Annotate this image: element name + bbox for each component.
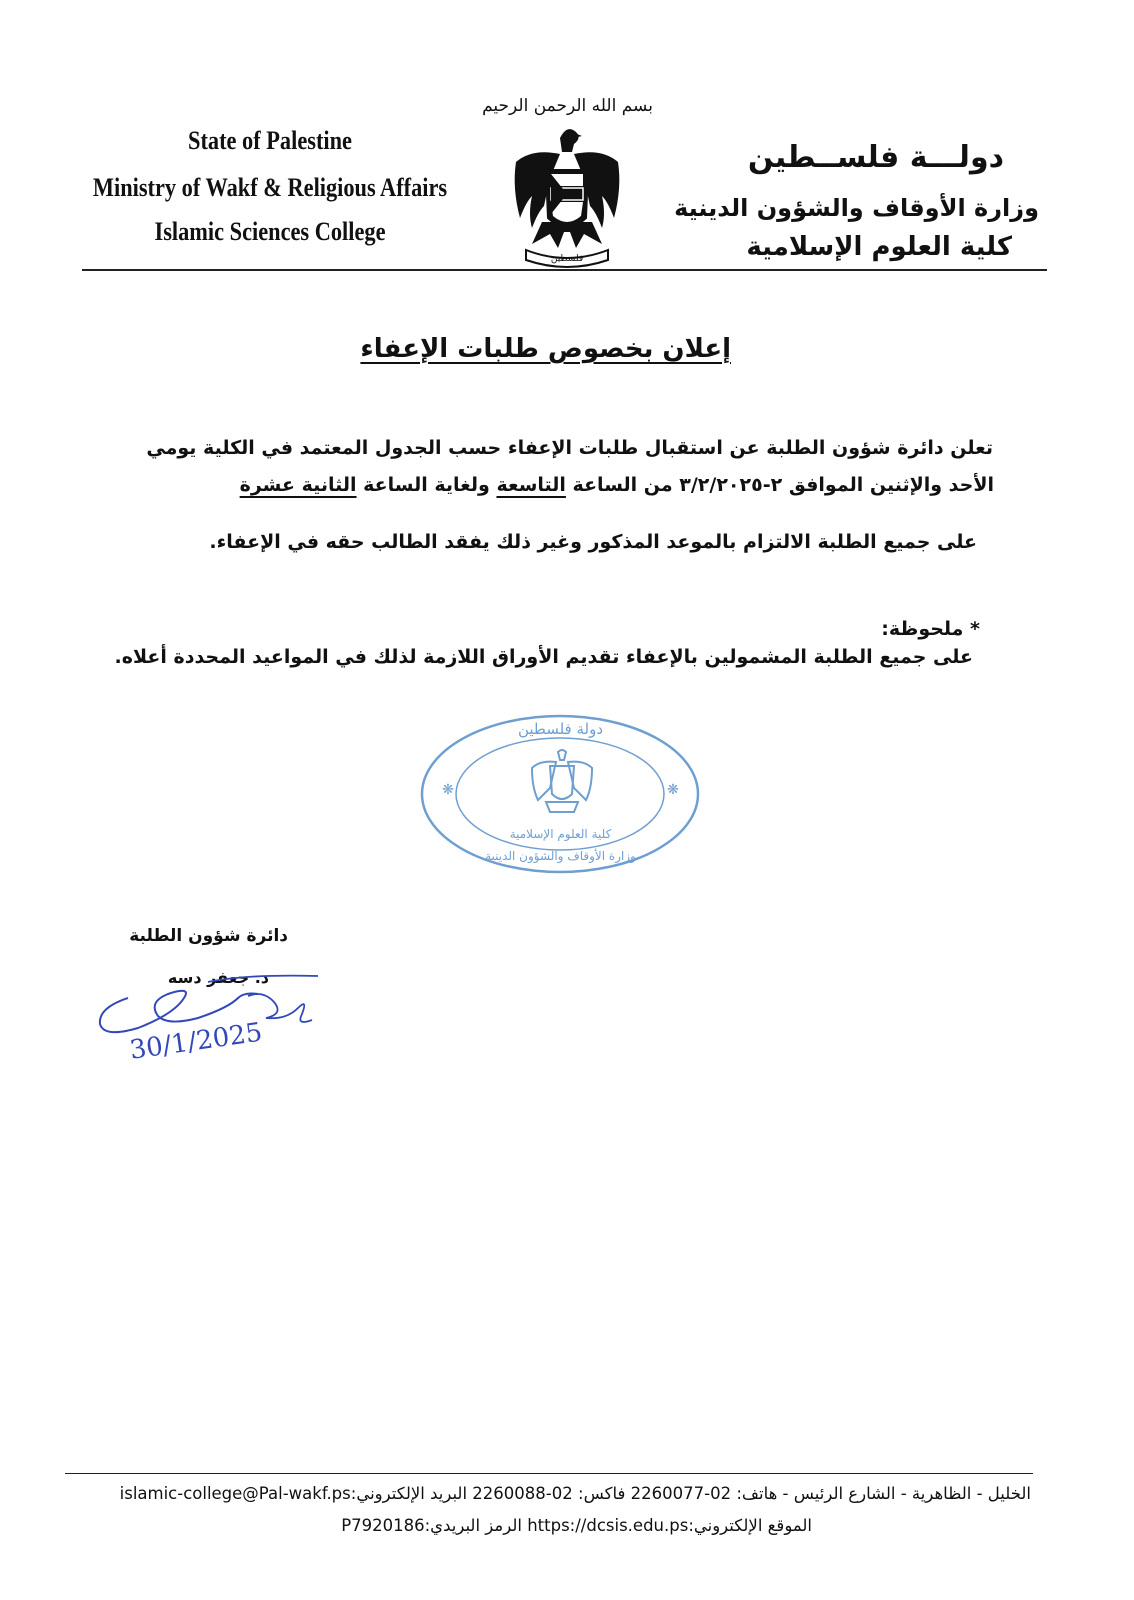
header-en-ministry: Ministry of Wakf & Religious Affairs [92, 173, 448, 202]
stamp-bottom-text: وزارة الأوقاف والشؤون الدينية [485, 849, 636, 863]
announcement-title: إعلان بخصوص طلبات الإعفاء [360, 334, 731, 364]
svg-text:فلسطين: فلسطين [550, 254, 584, 264]
header-ar-ministry: وزارة الأوقاف والشؤون الدينية [674, 194, 1039, 222]
stamp-inner-text: كلية العلوم الإسلامية [509, 827, 612, 841]
stamp-top-text: دولة فلسطين [517, 720, 604, 738]
signature-name: د. جعفر دسه [167, 968, 269, 987]
header-ar-state: دولـــة فلســطين [747, 140, 1004, 175]
para1-until-text: ولغاية الساعة [356, 474, 497, 496]
header-en-college: Islamic Sciences College [154, 217, 386, 246]
footer-contact-line: الخليل - الظاهرية - الشارع الرئيس - هاتف: 02-2260077 فاكس: 02-2260088 البريد الإلكتروني:islamic-college@Pal-wakf.ps [119, 1484, 1031, 1503]
para1-end-hour: الثانية عشرة [239, 474, 357, 496]
note-label: * ملحوظة: [881, 618, 980, 640]
header-ar-college: كلية العلوم الإسلامية [746, 232, 1012, 262]
note-text: على جميع الطلبة المشمولين بالإعفاء تقديم الأوراق اللازمة لذلك في المواعيد المحددة أعلاه. [114, 646, 973, 668]
svg-text:❋: ❋ [667, 782, 679, 798]
paragraph-2: على جميع الطلبة الالتزام بالموعد المذكور وغير ذلك يفقد الطالب حقه في الإعفاء. [209, 531, 977, 553]
signature-date: 30/1/2025 [127, 1017, 265, 1066]
college-stamp [418, 712, 703, 877]
paragraph-1-line-2 [240, 474, 994, 496]
paragraph-1-line-1: تعلن دائرة شؤون الطلبة عن استقبال طلبات الإعفاء حسب الجدول المعتمد في الكلية يومي [146, 437, 993, 459]
svg-text:❋: ❋ [442, 782, 454, 798]
header-en-state: State of Palestine [188, 126, 352, 155]
footer-website-line: الموقع الإلكتروني:https://dcsis.edu.ps الرمز البريدي:P7920186 [341, 1516, 812, 1535]
signature-department: دائرة شؤون الطلبة [129, 926, 288, 946]
footer-divider [65, 1473, 1033, 1474]
basmala: بسم الله الرحمن الرحيم [482, 96, 653, 116]
header-divider [82, 269, 1047, 271]
para1-date-text: الأحد والإثنين الموافق ٢-٣/٢/٢٠٢٥ من الساعة [565, 474, 994, 496]
para1-start-hour: التاسعة [496, 474, 566, 496]
eagle-emblem-icon [502, 118, 632, 270]
